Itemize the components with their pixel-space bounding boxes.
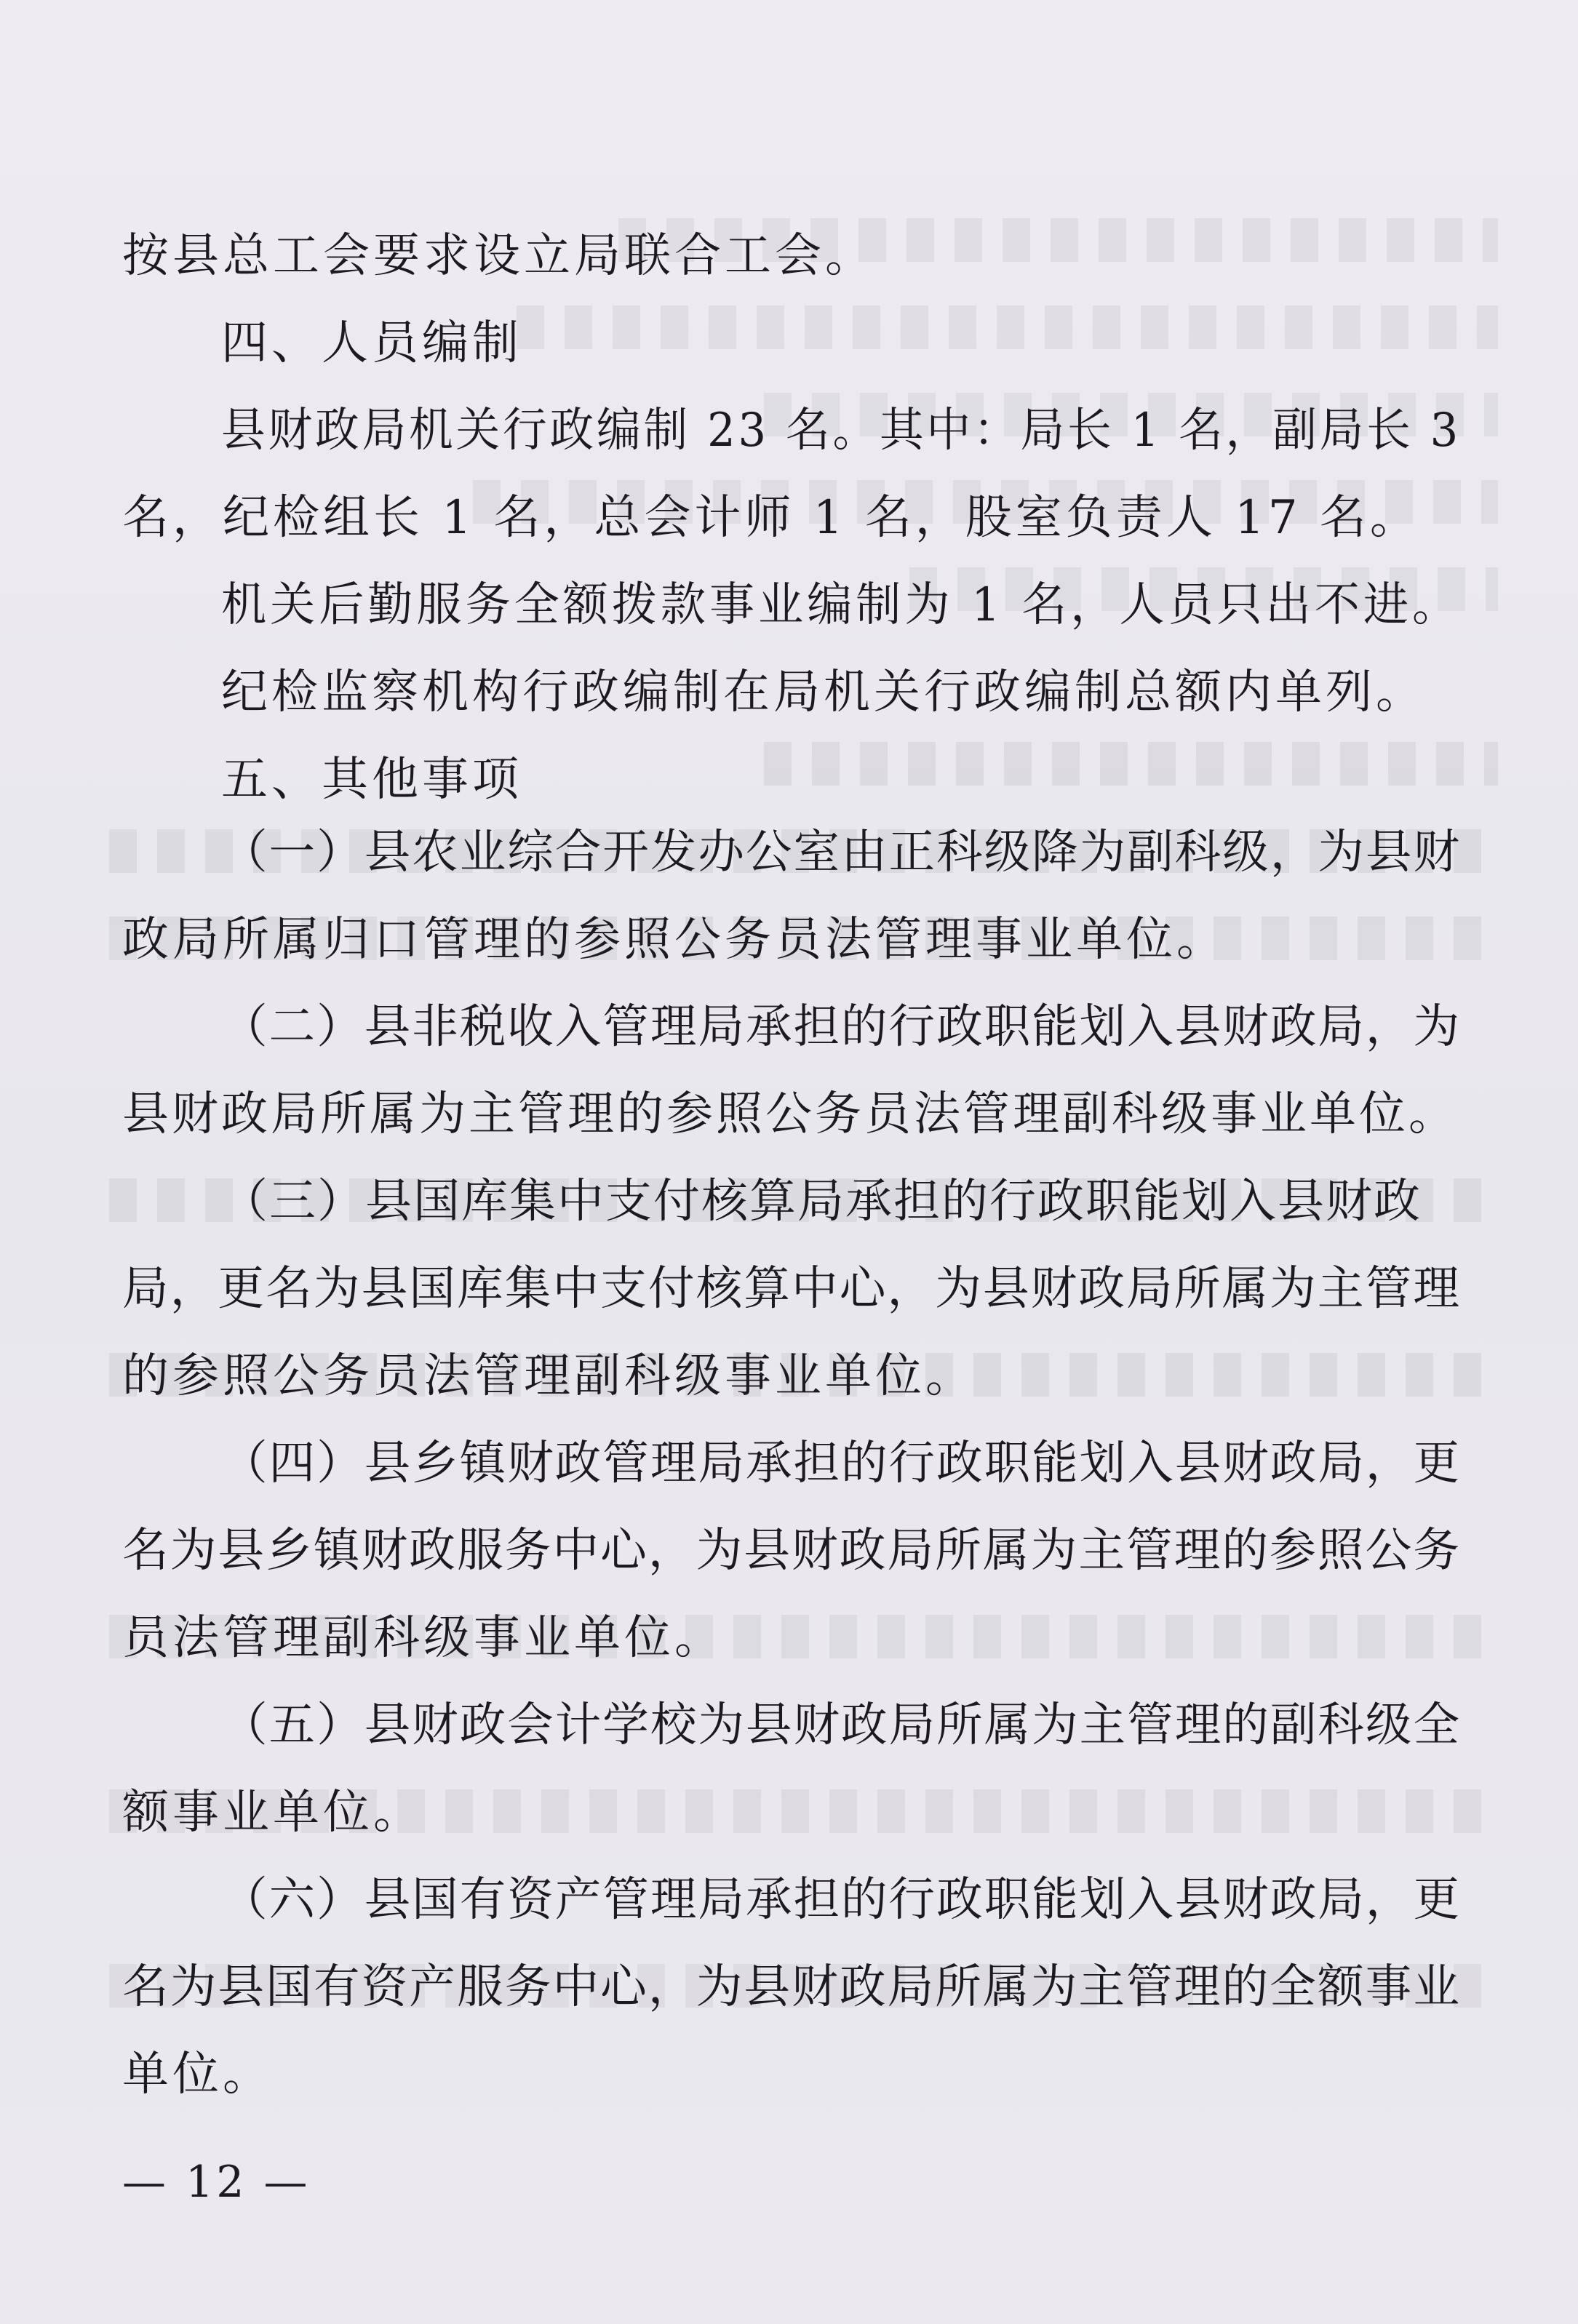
- item-4-line-1: （四）县乡镇财政管理局承担的行政职能划入县财政局，更: [221, 1437, 1461, 1490]
- item-5-line-1: （五）县财政会计学校为县财政局所属为主管理的副科级全: [221, 1698, 1461, 1752]
- paragraph-line-1: 按县总工会要求设立局联合工会。: [122, 229, 875, 283]
- item-6-line-3: 单位。: [122, 2048, 273, 2101]
- item-6-line-1: （六）县国有资产管理局承担的行政职能划入县财政局，更: [221, 1873, 1461, 1927]
- item-2-line-1: （二）县非税收入管理局承担的行政职能划入县财政局，为: [221, 1000, 1461, 1054]
- section-heading-other-matters: 五、其他事项: [221, 753, 522, 807]
- item-1-line-2: 政局所属归口管理的参照公务员法管理事业单位。: [122, 913, 1227, 967]
- paragraph-line-3: 县财政局机关行政编制 23 名。其中：局长 1 名，副局长 3: [221, 404, 1462, 458]
- page-number: — 12 —: [122, 2157, 311, 2208]
- item-2-line-2: 县财政局所属为主管理的参照公务员法管理副科级事业单位。: [122, 1087, 1458, 1141]
- section-heading-staffing: 四、人员编制: [221, 316, 522, 370]
- item-5-line-2: 额事业单位。: [122, 1786, 423, 1840]
- item-3-line-1: （三）县国库集中支付核算局承担的行政职能划入县财政: [221, 1175, 1422, 1229]
- item-4-line-2: 名为县乡镇财政服务中心，为县财政局所属为主管理的参照公务: [122, 1524, 1462, 1578]
- paragraph-line-5: 机关后勤服务全额拨款事业编制为 1 名，人员只出不进。: [221, 578, 1462, 632]
- paragraph-line-6: 纪检监察机构行政编制在局机关行政编制总额内单列。: [221, 666, 1426, 719]
- item-3-line-3: 的参照公务员法管理副科级事业单位。: [122, 1349, 976, 1403]
- item-1-line-1: （一）县农业综合开发办公室由正科级降为副科级，为县财: [221, 826, 1461, 879]
- item-6-line-2: 名为县国有资产服务中心，为县财政局所属为主管理的全额事业: [122, 1960, 1462, 2014]
- item-3-line-2: 局，更名为县国库集中支付核算中心，为县财政局所属为主管理: [122, 1262, 1462, 1316]
- item-4-line-3: 员法管理副科级事业单位。: [122, 1611, 725, 1665]
- paragraph-line-4: 名，纪检组长 1 名，总会计师 1 名，股室负责人 17 名。: [122, 491, 1420, 545]
